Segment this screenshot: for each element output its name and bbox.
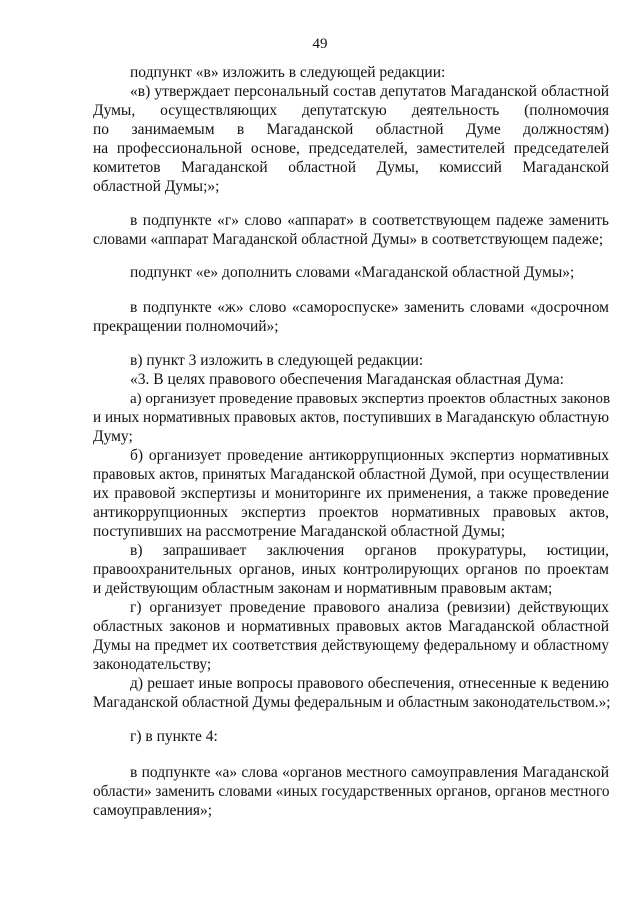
text-line: г) организует проведение правового анализа (ревизии) действующих — [130, 599, 609, 616]
text-line: д) решает иные вопросы правового обеспечения, отнесенные к ведению — [130, 675, 609, 692]
text-line: и иных нормативных правовых актов, поступивших в Магаданскую областную — [93, 409, 609, 426]
text-line: самоуправления»; — [93, 802, 213, 819]
text-line: «в) утверждает персональный состав депутатов Магаданской областной — [130, 83, 609, 100]
page-number: 49 — [312, 36, 328, 52]
text-line: по занимаемым в Магаданской областной Думе должностям) — [93, 121, 609, 138]
text-line: в подпункте «а» слова «органов местного самоуправления Магаданской — [130, 764, 609, 781]
text-line: областных законов и нормативных правовых актов Магаданской областной — [93, 618, 609, 635]
text-line: б) организует проведение антикоррупционных экспертиз нормативных — [130, 447, 609, 464]
text-line: антикоррупционных экспертиз проектов нормативных правовых актов, — [93, 504, 609, 521]
text-line: в) пункт 3 изложить в следующей редакции: — [130, 352, 424, 369]
text-line: в) запрашивает заключения органов прокуратуры, юстиции, — [130, 542, 609, 559]
text-line: областной Думы;»; — [93, 178, 220, 195]
text-line: подпункт «е» дополнить словами «Магаданской областной Думы»; — [130, 264, 575, 281]
text-line: в подпункте «ж» слово «самороспуске» заменить словами «досрочном — [130, 299, 609, 316]
text-line: а) организует проведение правовых экспертиз проектов областных законов — [130, 391, 611, 407]
text-line: области» заменить словами «иных государственных органов, органов местного — [93, 783, 610, 800]
text-line: правовых актов, принятых Магаданской областной Думой, при осуществлении — [93, 466, 609, 483]
text-line: правоохранительных органов, иных контролирующих органов по проектам — [93, 561, 609, 578]
text-line: комитетов Магаданской областной Думы, комиссий Магаданской — [93, 159, 609, 176]
text-line: подпункт «в» изложить в следующей редакции: — [130, 64, 446, 81]
text-line: прекращении полномочий»; — [93, 318, 279, 335]
text-line: и действующим областным законам и нормативным правовым актам; — [93, 580, 553, 597]
text-line: Думы на предмет их соответствия действующему федеральному и областному — [93, 637, 609, 654]
text-line: г) в пункте 4: — [130, 728, 218, 745]
text-line: Магаданской областной Думы федеральным и областным законодательством.»; — [93, 694, 611, 711]
text-line: на профессиональной основе, председателей, заместителей председателей — [93, 140, 609, 157]
text-line: в подпункте «г» слово «аппарат» в соответствующем падеже заменить — [130, 212, 609, 229]
text-line: словами «аппарат Магаданской областной Думы» в соответствующем падеже; — [93, 231, 604, 248]
text-line: их правовой экспертизы и мониторинге их применения, а также проведение — [93, 485, 609, 502]
text-line: Думу; — [93, 428, 133, 445]
text-line: законодательству; — [93, 656, 212, 673]
text-line: Думы, осуществляющих депутатскую деятельность (полномочия — [93, 102, 609, 119]
text-line: «3. В целях правового обеспечения Магаданская областная Дума: — [130, 371, 564, 388]
text-line: поступивших на рассмотрение Магаданской областной Думы; — [93, 523, 506, 540]
